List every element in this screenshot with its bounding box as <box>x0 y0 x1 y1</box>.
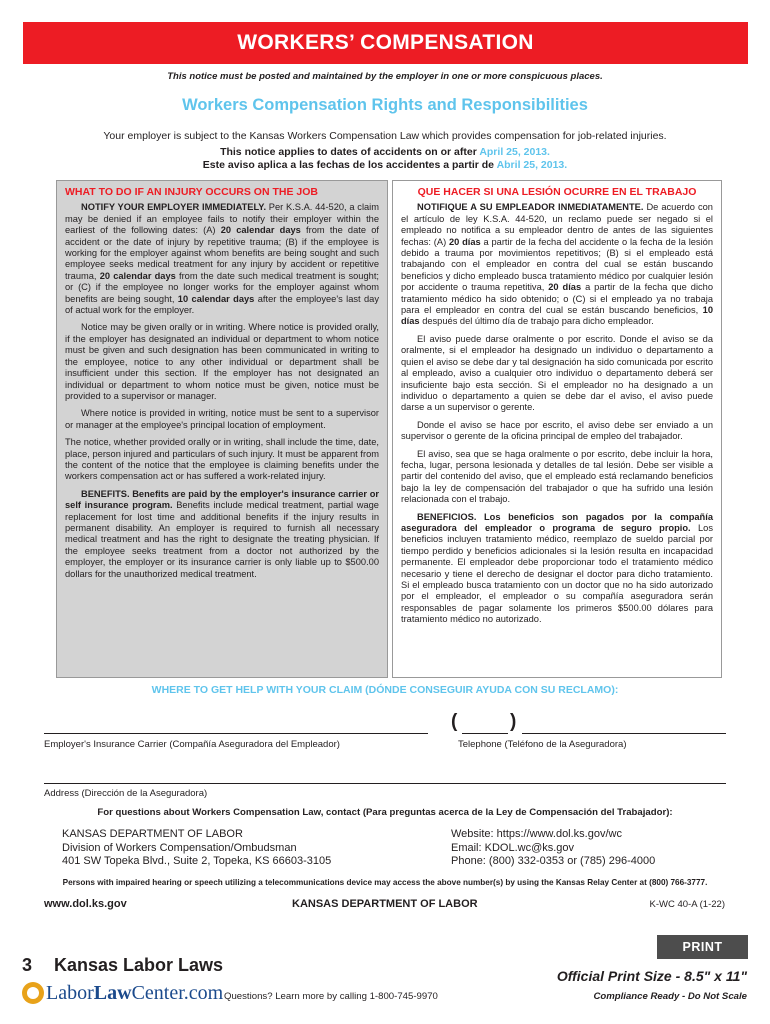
logo-text-com: .com <box>183 981 224 1004</box>
questions-heading: For questions about Workers Compensation Law, contact (Para preguntas acerca de la Ley de Compensación del Trabajador): <box>97 807 673 818</box>
spanish-benefits-paragraph: BENEFICIOS. Los beneficios son pagados por la compañía aseguradora del empleador o programa de seguro propio. Los beneficios incluyen tratamiento médico, reemplazo de sueldo parcial por tiempo perdido y beneficios adicionales si la lesión resulta en incapacidad permanente. El empleador debe proporcionar todo el tratamiento médico necesario y tiene el derecho de designar el doctor para dicho tratamiento. Si el empleado busca tratamiento con un doctor que no ha sido autorizado por el empleador, el empleador o su compañía aseguradora serán responsables de pagar solamente los primeros $500.00 dólares para tratamiento médico no autorizado. <box>401 511 713 625</box>
english-oral-notice-paragraph: Notice may be given orally or in writing. Where notice is provided orally, if the employer has designated an individual or department to whom notice must be given and such designation has been communicated in writing to the employee, notice to any other individual or department shall be insufficient under this section. If the employer has not designated an individual or department to whom notice must be given, notice must be provided to a supervisor or manager. <box>65 322 379 401</box>
applies-es-date: Abril 25, 2013. <box>496 159 568 171</box>
english-panel-heading: WHAT TO DO IF AN INJURY OCCURS ON THE JOB <box>65 186 318 198</box>
logo-mark-icon <box>22 982 44 1004</box>
compliance-ready-note: Compliance Ready - Do Not Scale <box>593 991 747 1002</box>
page-number: 3 <box>22 955 33 975</box>
logo-text-labor: Labor <box>46 981 94 1004</box>
contact-division: Division of Workers Compensation/Ombudsman <box>62 841 297 854</box>
address-label: Address (Dirección de la Aseguradora) <box>44 788 208 799</box>
address-field-line[interactable] <box>44 783 726 784</box>
phone-paren-open: ( <box>451 711 458 732</box>
applies-es-text: Este aviso aplica a las fechas de los accidentes a partir de <box>202 159 497 171</box>
spanish-panel <box>392 180 722 678</box>
questions-cta: Questions? Learn more by calling 1-800-745-9970 <box>224 991 438 1002</box>
contact-address-block <box>62 828 331 869</box>
relay-center-note: Persons with impaired hearing or speech utilizing a telecommunications device may access the above number(s) by using the Kansas Relay Center at (800) 766-3777. <box>62 878 708 887</box>
contact-email: Email: KDOL.wc@ks.gov <box>451 841 575 854</box>
phone-field-line[interactable] <box>522 733 726 734</box>
contact-online-block <box>451 828 655 869</box>
carrier-field-line[interactable] <box>44 733 428 734</box>
contact-website: Website: https://www.dol.ks.gov/wc <box>451 828 622 840</box>
phone-paren-close: ) <box>510 711 517 732</box>
english-panel <box>56 180 388 678</box>
print-button[interactable]: PRINT <box>657 935 748 959</box>
help-heading: WHERE TO GET HELP WITH YOUR CLAIM (DÓNDE CONSEGUIR AYUDA CON SU RECLAMO): <box>151 684 619 696</box>
contact-agency: KANSAS DEPARTMENT OF LABOR <box>62 828 243 840</box>
footer-department: KANSAS DEPARTMENT OF LABOR <box>292 898 478 910</box>
spanish-oral-notice-paragraph: El aviso puede darse oralmente o por escrito. Donde el aviso se da oralmente, si el empleador ha designado un individuo o departamento a quien el aviso se debe dar y tal designación ha sido comunicada por escrito al empleado, aviso a cualquier otro individuo o departamento deberá ser insuficiente bajo esta sección. Si el empleador no ha designado a un individuo o departamento a quien se debe dar el aviso, el aviso puede darse a un supervisor o gerente. <box>401 333 713 413</box>
contact-phone: Phone: (800) 332-0353 or (785) 296-4000 <box>451 855 656 867</box>
rights-title: Workers Compensation Rights and Responsibilities <box>182 96 588 114</box>
official-print-size: Official Print Size - 8.5" x 11" <box>556 968 747 984</box>
applies-es <box>0 159 770 171</box>
spanish-panel-heading: QUE HACER SI UNA LESIÓN OCURRE EN EL TRABAJO <box>417 186 697 198</box>
contact-street: 401 SW Topeka Blvd., Suite 2, Topeka, KS 66603-3105 <box>62 855 332 867</box>
page-title: Kansas Labor Laws <box>54 955 224 975</box>
applies-en-text: This notice applies to dates of accidents on or after <box>220 146 480 158</box>
banner-title: WORKERS’ COMPENSATION <box>237 31 534 54</box>
logo-text-center: Center <box>131 981 184 1004</box>
laborlawcenter-logo[interactable] <box>22 980 223 1006</box>
english-notice-content-paragraph: The notice, whether provided orally or in writing, shall include the time, date, place, person injured and particulars of such injury. It must be apparent from the content of the notice that the employee is claiming benefits under the workers compensation act or has suffered a work-related injury. <box>65 437 379 482</box>
phone-label: Telephone (Teléfono de la Aseguradora) <box>458 739 627 750</box>
area-code-field-line[interactable] <box>462 733 508 734</box>
english-notify-paragraph: NOTIFY YOUR EMPLOYER IMMEDIATELY. Per K.S.A. 44-520, a claim may be denied if an employee fails to notify their employer within the earliest of the following dates: (A) 20 calendar days from the date of accident or the date of injury by repetitive trauma; (B) if the employee is working for the employer against whom benefits are being sought and such employee seeks medical treatment for any injury by accident or repetitive trauma, 20 calendar days from the date such medical treatment is sought; or (C) if the employee no longer works for the employer against whom benefits are being sought, 10 calendar days after the employee's last day of actual work for the employer. <box>65 202 379 316</box>
applies-en-date: April 25, 2013. <box>479 146 550 158</box>
spanish-written-notice-paragraph: Donde el aviso se hace por escrito, el aviso debe ser enviado a un supervisor o gerente de la oficina principal de empleo del trabajador. <box>401 419 713 442</box>
footer-website: www.dol.ks.gov <box>44 898 127 910</box>
title-banner <box>23 22 748 64</box>
spanish-notify-paragraph: NOTIFIQUE A SU EMPLEADOR INMEDIATAMENTE. De acuerdo con el artículo de ley K.S.A. 44-520, un reclamo puede ser negado si el empleado no notifica a su empleador dentro de antes de las siguientes fechas: (A) 20 días a partir de la fecha del accidente o la fecha de la lesión debido a trauma por movimientos repetitivos; (B) si el empleado está trabajando con el empleador en contra del cual se están buscando beneficios y dicho empleado busca tratamiento médico por cualquier lesión por accidente o trauma repetitiva, 20 días a partir de la fecha que dicho tratamiento médico ha sido obtenido; o (C) si el empleado ya no trabaja para el empleador en contra del cual se están buscando beneficios, 10 días después del último día de trabajo para dicho empleador. <box>401 202 714 327</box>
english-benefits-paragraph: BENEFITS. Benefits are paid by the employer's insurance carrier or self insurance program. Benefits include medical treatment, partial wage replacement for lost time and additional benefits if the injury results in permanent disability. An employer is required to furnish all necessary medical treatment and has the right to designate the treating physician. If the employee seeks treatment from a doctor not authorized by the employer, the employer or its insurance carrier is only liable up to $500.00 dollars for the unauthorized medical treatment. <box>65 488 379 579</box>
logo-text <box>46 982 223 1005</box>
applies-en <box>0 146 770 158</box>
spanish-notice-content-paragraph: El aviso, sea que se haga oralmente o por escrito, debe incluir la hora, fecha, lugar, persona lesionada y detalles de tal lesión. Debe ser visible a partir del contenido del aviso, que el empleado está reclamando beneficios bajo la ley de compensación del trabajador o que ha sufrido una lesión relacionada con el trabajo. <box>401 448 713 505</box>
logo-text-law: Law <box>93 981 132 1004</box>
form-id: K-WC 40-A (1-22) <box>649 899 725 910</box>
carrier-label: Employer's Insurance Carrier (Compañía Aseguradora del Empleador) <box>44 739 340 750</box>
intro-text: Your employer is subject to the Kansas Workers Compensation Law which provides compensation for job-related injuries. <box>103 130 667 142</box>
posting-notice: This notice must be posted and maintained by the employer in one or more conspicuous places. <box>167 71 603 82</box>
english-written-notice-paragraph: Where notice is provided in writing, notice must be sent to a supervisor or manager at the employee's principal location of employment. <box>65 408 379 430</box>
